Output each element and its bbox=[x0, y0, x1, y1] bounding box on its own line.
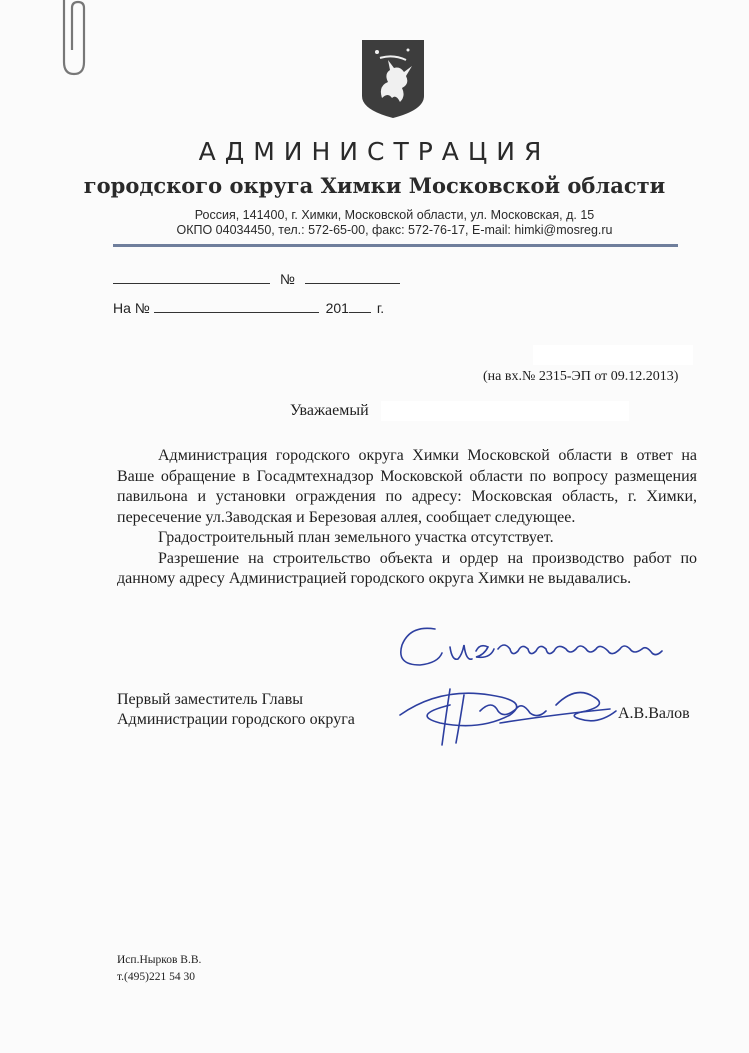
number-blank bbox=[305, 270, 400, 284]
body-paragraph: Градостроительный план земельного участка отсутствует. bbox=[158, 529, 554, 546]
body-paragraph: Администрация городского округа Химки Московской области в ответ на Ваше обращение в Госадмтехнадзор Московской области по вопросу размещения павильона и установки ограждения по адресу: Московская область, г. Химки, пересечение ул.Заводская и Березовая аллея, сообщает следующее. bbox=[117, 447, 697, 526]
header-divider bbox=[113, 244, 678, 247]
incoming-reference: (на вх.№ 2315-ЭП от 09.12.2013) bbox=[483, 369, 679, 384]
body-paragraph: Разрешение на строительство объекта и ордер на производство работ по данному адресу Администрацией городского округа Химки не выдавались. bbox=[117, 549, 697, 587]
redacted-recipient bbox=[533, 345, 693, 365]
handwritten-signature bbox=[380, 615, 680, 755]
year-blank bbox=[349, 299, 371, 313]
outgoing-number-line bbox=[113, 270, 400, 287]
signer-position-line: Первый заместитель Главы bbox=[117, 691, 304, 708]
in-reply-label: На № bbox=[113, 300, 150, 316]
date-blank bbox=[113, 270, 270, 284]
letter-body bbox=[117, 446, 697, 590]
executor-phone: т.(495)221 54 30 bbox=[117, 971, 195, 983]
address-line: Россия, 141400, г. Химки, Московской области, ул. Московская, д. 15 bbox=[194, 208, 595, 222]
redacted-name bbox=[381, 401, 629, 421]
executor-name: Исп.Нырков В.В. bbox=[117, 954, 202, 966]
paperclip-icon bbox=[54, 0, 94, 80]
signer-position bbox=[117, 690, 355, 730]
coat-of-arms-emblem bbox=[360, 38, 426, 120]
org-subtitle: городского округа Химки Московской области bbox=[83, 173, 666, 198]
signer-name: А.В.Валов bbox=[618, 705, 690, 722]
year-suffix: г. bbox=[376, 300, 385, 316]
greeting: Уважаемый bbox=[290, 402, 369, 419]
contacts-line: ОКПО 04034450, тел.: 572-65-00, факс: 572-76-17, E-mail: himki@mosreg.ru bbox=[176, 223, 613, 237]
in-reply-blank bbox=[154, 299, 319, 313]
org-title: АДМИНИСТРАЦИЯ bbox=[198, 137, 551, 166]
year-prefix: 201 bbox=[325, 300, 349, 316]
in-reply-line bbox=[113, 299, 384, 316]
number-sign: № bbox=[279, 271, 295, 287]
signer-position-line: Администрации городского округа bbox=[117, 711, 355, 728]
executor-info bbox=[117, 952, 201, 986]
